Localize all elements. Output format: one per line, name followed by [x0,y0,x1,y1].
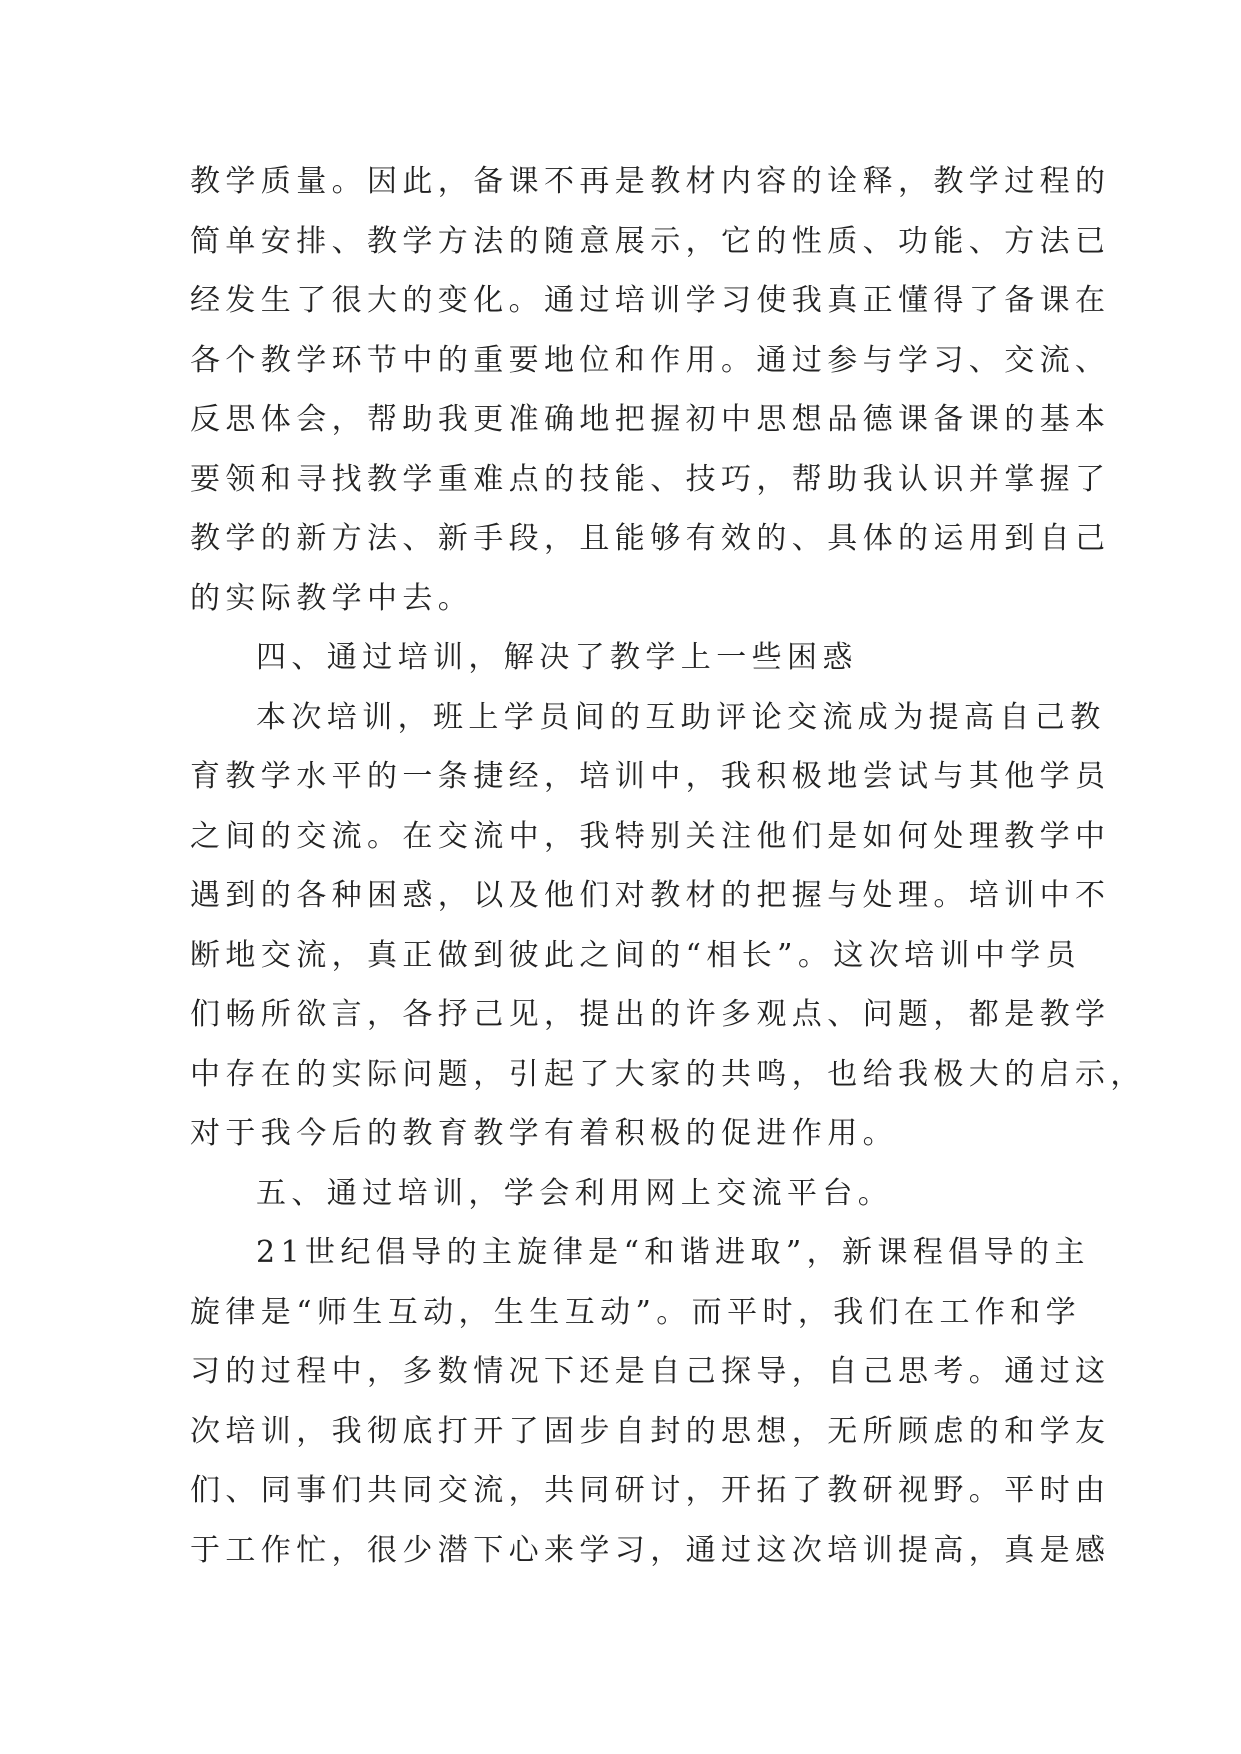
text-line: 们、同事们共同交流，共同研讨，开拓了教研视野。平时由 [190,1473,1111,1508]
text-line: 简单安排、教学方法的随意展示，它的性质、功能、方法已 [190,223,1111,259]
paragraph-start-line: 五、通过培训，学会利用网上交流平台。 [256,1175,894,1211]
text-line: 教学的新方法、新手段，且能够有效的、具体的运用到自己 [190,521,1111,556]
document-body [190,152,1146,1580]
text-line: 习的过程中，多数情况下还是自己探导，自己思考。通过这 [190,1354,1111,1389]
text-line: 各个教学环节中的重要地位和作用。通过参与学习、交流、 [190,342,1111,378]
text-line: 经发生了很大的变化。通过培训学习使我真正懂得了备课在 [190,283,1111,318]
text-line: 中存在的实际问题，引起了大家的共鸣，也给我极大的启示， [190,1056,1146,1092]
text-line: 于工作忙，很少潜下心来学习，通过这次培训提高，真是感 [190,1532,1111,1568]
text-line: 遇到的各种困惑，以及他们对教材的把握与处理。培训中不 [190,878,1111,913]
paragraph-start-line: 21世纪倡导的主旋律是“和谐进取”，新课程倡导的主 [256,1235,1090,1270]
text-line: 断地交流，真正做到彼此之间的“相长”。这次培训中学员 [190,937,1082,973]
text-line: 次培训，我彻底打开了固步自封的思想，无所顾虑的和学友 [190,1413,1111,1449]
text-line: 们畅所欲言，各抒己见，提出的许多观点、问题，都是教学 [190,997,1111,1032]
text-line: 教学质量。因此，备课不再是教材内容的诠释，教学过程的 [190,164,1111,199]
paragraph-start-line: 本次培训，班上学员间的互助评论交流成为提高自己教 [256,699,1106,735]
paragraph-start-line: 四、通过培训，解决了教学上一些困惑 [256,640,858,675]
text-line: 的实际教学中去。 [190,580,474,616]
text-line: 要领和寻找教学重难点的技能、技巧，帮助我认识并掌握了 [190,461,1111,497]
text-line: 反思体会，帮助我更准确地把握初中思想品德课备课的基本 [190,402,1111,437]
text-line: 之间的交流。在交流中，我特别关注他们是如何处理教学中 [190,818,1111,854]
text-line: 育教学水平的一条捷经，培训中，我积极地尝试与其他学员 [190,759,1111,794]
text-line: 旋律是“师生互动，生生互动”。而平时，我们在工作和学 [190,1294,1082,1330]
text-line: 对于我今后的教育教学有着积极的促进作用。 [190,1116,898,1151]
